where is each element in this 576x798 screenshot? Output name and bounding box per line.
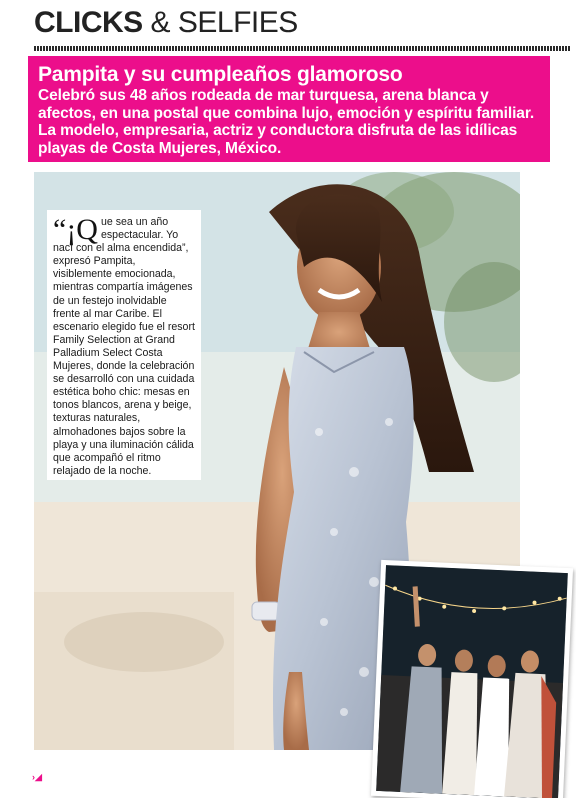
- inset-photo-frame: [371, 560, 573, 798]
- inset-photo: [376, 565, 568, 798]
- story-dropcap: “¡Q: [53, 213, 98, 246]
- headline-band: [28, 56, 550, 162]
- inset-photo-illustration: [376, 565, 568, 798]
- headline-title: Pampita y su cumpleaños glamoroso: [38, 63, 403, 86]
- section-title: [34, 6, 298, 40]
- page-mark: ›◢: [32, 772, 42, 782]
- headline-dek: Celebró sus 48 años rodeada de mar turquesa, arena blanca y afectos, en una postal que combina lujo, emoción y espíritu familiar. La modelo, empresaria, actriz y conductora disfruta de las idílicas playas de Costa Mujeres, México.: [38, 87, 535, 157]
- story-text: [53, 213, 196, 478]
- section-title-light: & SELFIES: [150, 6, 298, 39]
- section-title-bold: CLICKS: [34, 6, 143, 39]
- story-box: [47, 210, 201, 480]
- section-header: [34, 4, 570, 50]
- story-body: ue sea un año espectacular. Yo nací con el alma encendida”, expresó Pampita, visiblemente emocionada, mientras compartía imágenes de un festejo inolvidable frente al mar Caribe. El escenario elegido fue el resort Family Selection at Grand Palladium Select Costa Mujeres, donde la celebración se desarrolló con una cuidada estética boho chic: mesas en tonos blancos, arena y beige, texturas naturales, almohadones bajos sobre la playa y una iluminación cálida que acompañó el ritmo relajado de la noche.: [53, 216, 195, 477]
- section-rule: [34, 46, 570, 51]
